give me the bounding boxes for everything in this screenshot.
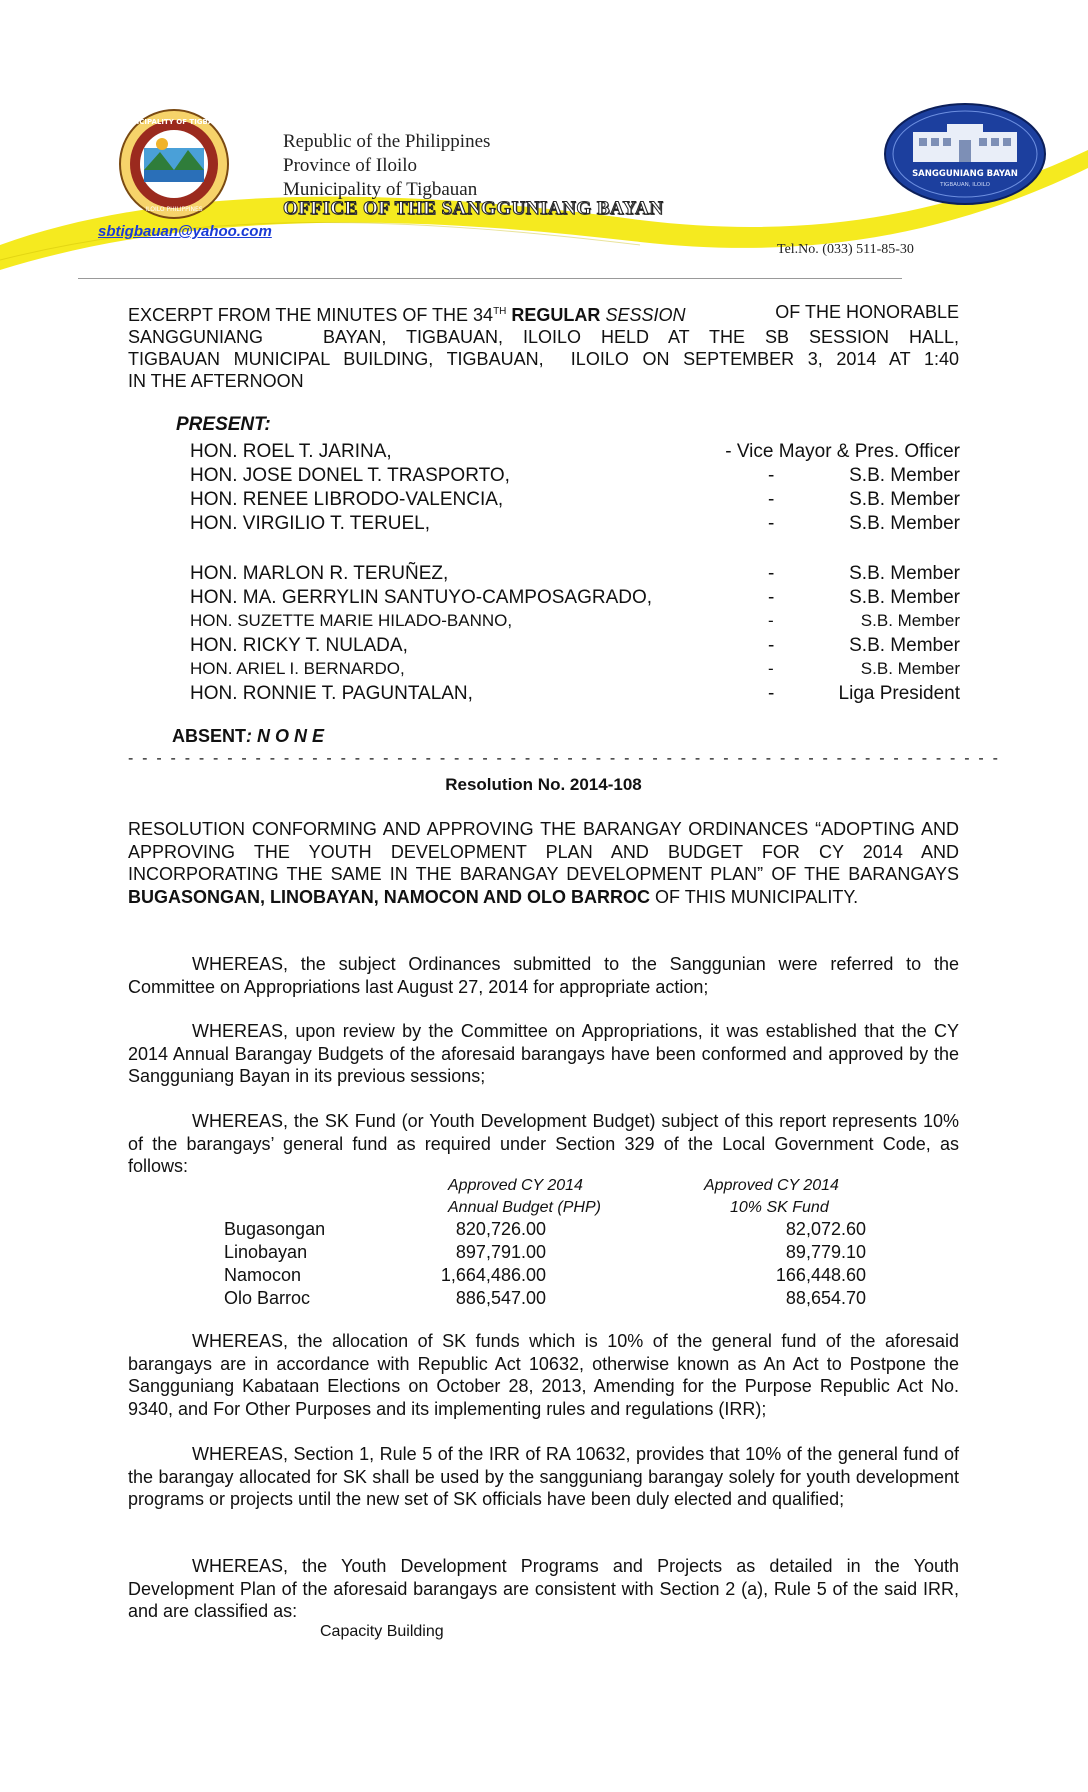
ordinal-suffix: TH [493, 306, 507, 317]
member-position: S.B. Member [849, 635, 960, 656]
member-name: HON. RICKY T. NULADA, [190, 635, 408, 656]
member-position: S.B. Member [849, 513, 960, 534]
absent-label: ABSENT [172, 726, 247, 746]
excerpt-line2: SANGGUNIANG BAYAN, TIGBAUAN, ILOILO HELD AT THE SB SESSION HALL, [128, 327, 959, 347]
telephone-number: Tel.No. (033) 511-85-30 [777, 242, 914, 257]
sangguniang-bayan-seal-icon [883, 102, 1047, 206]
member-position: S.B. Member [860, 659, 960, 678]
title-barangays: BUGASONGAN, LINOBAYAN, NAMOCON AND OLO BARROC [128, 886, 651, 907]
member-position: S.B. Member [860, 611, 960, 630]
member-row [190, 489, 960, 513]
member-name: HON. RONNIE T. PAGUNTALAN, [190, 683, 473, 704]
whereas-2: WHEREAS, upon review by the Committee on Appropriations, it was established that the CY 2014 Annual Barangay Budgets of the aforesaid barangays have been conformed and approved by the Sangguniang Bayan in its previous sessions; [128, 1021, 959, 1086]
sk-fund-value: 89,779.10 [785, 1242, 866, 1262]
member-name: HON. RENEE LIBRODO-VALENCIA, [190, 489, 504, 510]
whereas-4: WHEREAS, the allocation of SK funds which is 10% of the general fund of the aforesaid barangays are in accordance with Republic Act 10632, otherwise known as An Act to Postpone the Sangguniang Kabataan Elections on October 28, 2013, Amending for the Purpose Republic Act No. 9340, and For Other Purposes and its implementing rules and regulations (IRR); [128, 1331, 959, 1419]
sk-fund-value: 166,448.60 [775, 1265, 866, 1285]
member-dash: - [768, 587, 775, 608]
separator-line: - - - - - - - - - - - - - - - - - - - - - - - - - - - - - - - - - - - - - - - - - - - - - - - - - - - - - - - - - - - - - - [128, 750, 1001, 767]
sk-fund-value: 82,072.60 [785, 1219, 866, 1239]
annual-budget-value: 1,664,486.00 [440, 1265, 546, 1285]
resolution-number: Resolution No. 2014-108 [445, 775, 642, 794]
member-row [190, 659, 960, 683]
svg-text:ILOILO PHILIPPINES: ILOILO PHILIPPINES [145, 206, 203, 213]
absent-line [172, 726, 324, 747]
member-dash: - [768, 683, 775, 704]
member-name: HON. SUZETTE MARIE HILADO-BANNO, [190, 611, 513, 630]
member-row [190, 611, 960, 635]
resolution-title [128, 818, 959, 908]
municipality-seal-icon [118, 108, 230, 220]
member-row [190, 683, 960, 707]
member-name: HON. VIRGILIO T. TERUEL, [190, 513, 431, 534]
excerpt-line1-end: OF THE HONORABLE [775, 302, 959, 322]
absent-value: : N O N E [246, 726, 325, 746]
member-dash: - [768, 465, 775, 486]
svg-text:TIGBAUAN, ILOILO: TIGBAUAN, ILOILO [940, 182, 990, 188]
whereas-5: WHEREAS, Section 1, Rule 5 of the IRR of RA 10632, provides that 10% of the general fund of the barangay allocated for SK shall be used by the sangguniang barangay solely for youth development programs or projects until the new set of SK officials have been duly elected and qualified; [128, 1444, 959, 1509]
barangay-name: Linobayan [224, 1242, 308, 1262]
member-position: S.B. Member [849, 465, 960, 486]
svg-text:MUNICIPALITY OF TIGBAUAN: MUNICIPALITY OF TIGBAUAN [118, 118, 230, 126]
col-header-annual-1: Approved CY 2014 [448, 1177, 583, 1194]
classification-item: Capacity Building [320, 1623, 444, 1640]
col-header-sk-1: Approved CY 2014 [704, 1177, 839, 1194]
svg-text:SANGGUNIANG BAYAN: SANGGUNIANG BAYAN [912, 169, 1018, 179]
member-dash: - [768, 513, 775, 534]
member-row [190, 513, 960, 537]
present-heading: PRESENT: [176, 414, 271, 435]
title-end: OF THIS MUNICIPALITY. [650, 886, 859, 907]
barangay-name: Namocon [224, 1265, 302, 1285]
letterhead-municipality: Municipality of Tigbauan [283, 179, 478, 200]
member-name: HON. ROEL T. JARINA, [190, 441, 392, 462]
annual-budget-value: 820,726.00 [455, 1219, 546, 1239]
member-row [190, 441, 960, 465]
member-row [190, 635, 960, 659]
member-position: S.B. Member [849, 587, 960, 608]
member-row [190, 563, 960, 587]
whereas-1: WHEREAS, the subject Ordinances submitted to the Sanggunian were referred to the Committee on Appropriations last August 27, 2014 for appropriate action; [128, 954, 959, 997]
excerpt-line4: IN THE AFTERNOON [128, 371, 304, 391]
annual-budget-value: 897,791.00 [455, 1242, 546, 1262]
col-header-sk-2: 10% SK Fund [730, 1199, 829, 1216]
member-dash: - [768, 659, 774, 678]
session-word: SESSION [605, 305, 686, 325]
member-position: S.B. Member [849, 563, 960, 584]
excerpt-line3: TIGBAUAN MUNICIPAL BUILDING, TIGBAUAN, ILOILO ON SEPTEMBER 3, 2014 AT 1:40 [128, 349, 959, 369]
member-dash: - [768, 635, 775, 656]
member-dash: - [768, 611, 774, 630]
regular-word: REGULAR [511, 305, 601, 325]
member-row [190, 465, 960, 489]
excerpt-line1: EXCERPT FROM THE MINUTES OF THE 34 [128, 305, 494, 325]
member-position: Liga President [838, 683, 960, 704]
letterhead-office: OFFICE OF THE SANGGUNIANG BAYAN [283, 198, 664, 219]
letterhead-province: Province of Iloilo [283, 155, 418, 176]
title-text: RESOLUTION CONFORMING AND APPROVING THE BARANGAY ORDINANCES “ADOPTING AND APPROVING THE YOUTH DEVELOPMENT PLAN AND BUDGET FOR CY 2014 AND INCORPORATING THE SAME IN THE BARANGAY DEVELOPMENT PLAN” OF THE BARANGAYS [128, 819, 959, 884]
email-link[interactable]: sbtigbauan@yahoo.com [98, 223, 272, 240]
member-position: - Vice Mayor & Pres. Officer [725, 441, 960, 462]
member-position: S.B. Member [849, 489, 960, 510]
whereas-3: WHEREAS, the SK Fund (or Youth Development Budget) subject of this report represents 10% of the barangays’ general fund as required under Section 329 of the Local Government Code, as follows: [128, 1111, 959, 1176]
member-name: HON. ARIEL I. BERNARDO, [190, 659, 405, 678]
barangay-name: Bugasongan [224, 1219, 326, 1239]
member-row [190, 587, 960, 611]
member-dash: - [768, 489, 775, 510]
letterhead-divider [78, 278, 902, 279]
letterhead-country: Republic of the Philippines [283, 131, 491, 152]
member-name: HON. JOSE DONEL T. TRASPORTO, [190, 465, 510, 486]
excerpt-heading [128, 301, 959, 392]
sk-fund-value: 88,654.70 [785, 1288, 866, 1308]
member-name: HON. MARLON R. TERUÑEZ, [190, 563, 449, 584]
member-name: HON. MA. GERRYLIN SANTUYO-CAMPOSAGRADO, [190, 587, 653, 608]
whereas-6: WHEREAS, the Youth Development Programs and Projects as detailed in the Youth Development Plan of the aforesaid barangays are consistent with Section 2 (a), Rule 5 of the said IRR, and are classified as: [128, 1556, 959, 1621]
barangay-name: Olo Barroc [224, 1288, 311, 1308]
col-header-annual-2: Annual Budget (PHP) [448, 1199, 601, 1216]
member-dash: - [768, 563, 775, 584]
annual-budget-value: 886,547.00 [455, 1288, 546, 1308]
